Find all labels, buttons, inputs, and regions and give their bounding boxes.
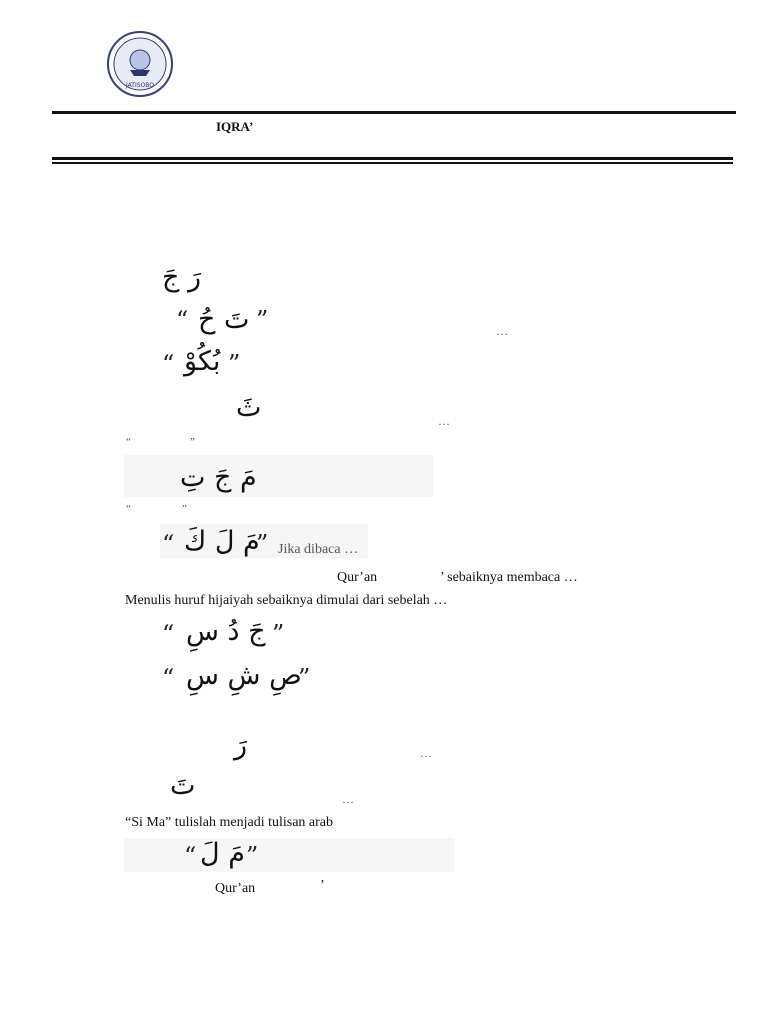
quote-close: ” — [228, 350, 241, 378]
header-rule-double-1 — [52, 157, 733, 160]
question-text: Menulis huruf hijaiyah sebaiknya dimulai dari sebelah … — [125, 593, 448, 608]
apostrophe: ’ — [320, 878, 325, 893]
quote-open: “ — [162, 350, 175, 378]
header-rule-top — [52, 111, 736, 114]
highlight-box — [124, 455, 434, 497]
quote-close: ” — [298, 664, 311, 692]
small-quote-close: ” — [182, 503, 187, 515]
arabic-ja-du-si: جَ دُ سِ — [186, 616, 266, 647]
ellipsis: … — [342, 792, 354, 806]
text-quran: Qur’an — [215, 881, 256, 896]
quote-close: ” — [246, 842, 259, 870]
small-quote-open: “ — [126, 503, 131, 515]
arabic-tsa: ثَ — [236, 392, 262, 423]
arabic-ma-la-ka: مَ لَ كَ — [184, 526, 260, 557]
highlight-box — [124, 838, 454, 872]
quote-close: ” — [256, 530, 269, 558]
page-title: IQRA’ — [216, 119, 254, 134]
text-quran: Qur’an — [337, 570, 378, 585]
ellipsis: … — [420, 746, 432, 760]
quote-open: “ — [184, 842, 197, 870]
arabic-ra-ja: رَ جَ — [162, 262, 202, 293]
arabic-shi-syi-si: صِ شِ سِ — [186, 660, 302, 691]
quote-open: “ — [162, 664, 175, 692]
quote-open: “ — [176, 306, 189, 334]
quote-open: “ — [162, 620, 175, 648]
school-logo — [106, 30, 174, 98]
question-text: Jika dibaca … — [278, 542, 359, 557]
quote-close: ” — [256, 306, 269, 334]
arabic-ra: رَ — [234, 730, 248, 761]
arabic-ma-la: مَ لَ — [200, 838, 245, 869]
arabic-bukuu: بُكُوْ — [184, 346, 221, 377]
arabic-ma-ja-ti: مَ جَ تِ — [180, 462, 257, 493]
quote-open: “ — [162, 530, 175, 558]
ellipsis: … — [496, 324, 508, 338]
arabic-ta-ha: تَ حُ — [198, 304, 250, 335]
quote-close: ” — [272, 620, 285, 648]
question-text: ’ sebaiknya membaca … — [440, 570, 578, 585]
question-text: “Si Ma” tulislah menjadi tulisan arab — [125, 815, 334, 830]
arabic-ta: تَ — [170, 770, 196, 801]
small-quote-close: ” — [190, 436, 195, 448]
header-rule-double-2 — [52, 162, 733, 164]
small-quote-open: “ — [126, 436, 131, 448]
ellipsis: … — [438, 414, 450, 428]
logo-text: JATISOBO — [125, 82, 155, 89]
